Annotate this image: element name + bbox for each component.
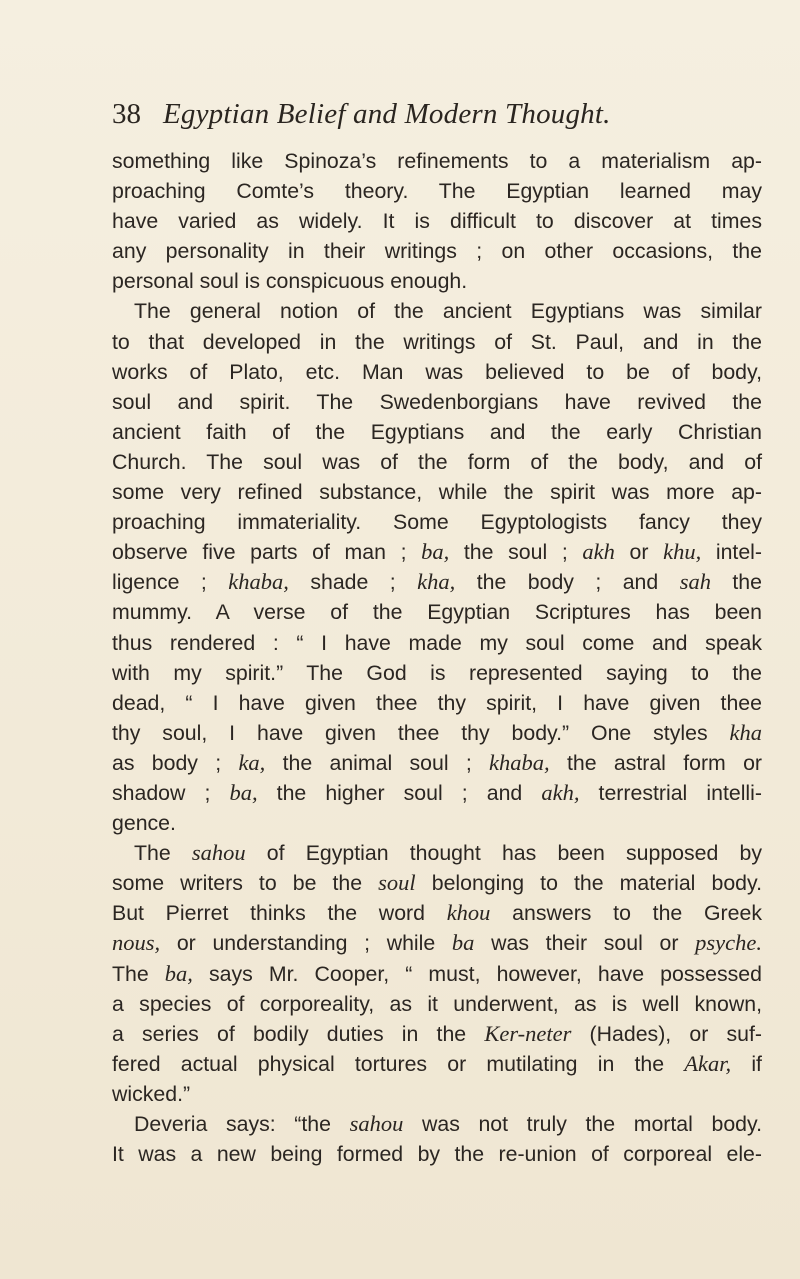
text-line: [112, 206, 762, 236]
text-segment: Church. The soul was of the form of the body, and of: [112, 449, 762, 474]
text-segment: some very refined substance, while the spirit was more ap-: [112, 480, 762, 505]
text-segment: terrestrial intelli-: [579, 780, 762, 805]
italic-term: ka,: [238, 749, 266, 775]
italic-term: Akar,: [684, 1050, 732, 1076]
text-segment: But Pierret thinks the word: [112, 901, 447, 926]
italic-term: psyche.: [695, 930, 762, 956]
text-line: [112, 176, 762, 206]
text-segment: observe five parts of man ;: [112, 540, 422, 565]
text-line: [112, 928, 762, 958]
text-line: [112, 597, 762, 627]
text-segment: gence.: [112, 811, 176, 836]
text-segment: ancient faith of the Egyptians and the early Christian: [112, 419, 762, 444]
text-line: [112, 507, 762, 537]
text-segment: to that developed in the writings of St. Paul, and in the: [112, 329, 762, 354]
text-segment: the higher soul ; and: [257, 780, 542, 805]
italic-term: sahou: [191, 840, 246, 866]
text-segment: the: [710, 570, 762, 595]
text-segment: with my spirit.” The God is represented saying to the: [112, 660, 762, 685]
text-segment: as body ;: [112, 750, 239, 775]
text-segment: soul and spirit. The Swedenborgians have revived the: [112, 389, 762, 414]
text-segment: The general notion of the ancient Egyptians was similar: [134, 299, 762, 324]
italic-term: khou: [446, 900, 491, 926]
italic-term: ba,: [229, 779, 258, 805]
text-segment: or: [614, 540, 664, 565]
text-segment: thy soul, I have given thee thy body.” One styles: [112, 720, 730, 745]
text-line: [112, 718, 762, 748]
text-line: [112, 778, 762, 808]
text-segment: proaching immateriality. Some Egyptologists fancy they: [112, 510, 762, 535]
text-line: [112, 1109, 762, 1139]
text-line: [112, 417, 762, 447]
text-line: [112, 1139, 762, 1169]
body-text: [112, 146, 762, 1169]
text-segment: the animal soul ;: [265, 750, 490, 775]
text-segment: a series of bodily duties in the: [112, 1021, 485, 1046]
italic-term: kha: [729, 719, 762, 745]
text-line: [112, 748, 762, 778]
italic-term: akh: [582, 539, 615, 565]
text-segment: says Mr. Cooper, “ must, however, have possessed: [192, 961, 762, 986]
italic-term: akh,: [541, 779, 580, 805]
text-segment: dead, “ I have given thee thy spirit, I have given thee: [112, 690, 762, 715]
text-segment: It was a new being formed by the re-union of corporeal ele-: [112, 1142, 762, 1167]
text-segment: The: [112, 961, 165, 986]
text-segment: works of Plato, etc. Man was believed to be of body,: [112, 359, 762, 384]
text-line: [112, 898, 762, 928]
text-line: [112, 537, 762, 567]
page-number: 38: [112, 98, 141, 130]
italic-term: ba,: [164, 960, 193, 986]
text-segment: any personality in their writings ; on other occasions, the: [112, 239, 762, 264]
text-line: [112, 357, 762, 387]
text-line: [112, 838, 762, 868]
text-segment: mummy. A verse of the Egyptian Scriptures has been: [112, 600, 762, 625]
running-title: Egyptian Belief and Modern Thought.: [163, 98, 611, 130]
text-segment: some writers to be the: [112, 871, 379, 896]
text-segment: was their soul or: [474, 931, 696, 956]
text-segment: a species of corporeality, as it underwent, as is well known,: [112, 991, 762, 1016]
text-segment: personal soul is conspicuous enough.: [112, 269, 468, 294]
text-segment: the soul ;: [449, 540, 583, 565]
text-segment: proaching Comte’s theory. The Egyptian learned may: [112, 179, 762, 204]
text-line: [112, 236, 762, 266]
italic-term: khu,: [663, 539, 702, 565]
text-line: [112, 1019, 762, 1049]
text-segment: The: [134, 841, 192, 866]
text-segment: was not truly the mortal body.: [403, 1112, 762, 1136]
text-segment: if: [731, 1051, 762, 1076]
italic-term: Ker-neter: [484, 1020, 572, 1046]
italic-term: khaba,: [228, 569, 289, 595]
text-segment: (Hades), or suf-: [571, 1021, 762, 1046]
italic-term: soul: [378, 870, 416, 896]
text-segment: the astral form or: [549, 750, 763, 775]
text-segment: intel-: [701, 540, 762, 565]
text-line: [112, 477, 762, 507]
italic-term: nous,: [112, 930, 161, 956]
text-segment: Deveria says: “the: [134, 1112, 350, 1136]
text-line: [112, 447, 762, 477]
text-segment: belonging to the material body.: [415, 871, 762, 896]
text-line: [112, 688, 762, 718]
italic-term: kha,: [417, 569, 456, 595]
text-line: [112, 808, 762, 838]
text-segment: of Egyptian thought has been supposed by: [245, 841, 762, 866]
page-header: [112, 98, 752, 138]
text-line: [112, 628, 762, 658]
italic-term: khaba,: [489, 749, 550, 775]
text-line: [112, 387, 762, 417]
text-line: [112, 959, 762, 989]
italic-term: ba,: [421, 539, 450, 565]
text-segment: shade ;: [288, 570, 418, 595]
text-line: [112, 567, 762, 597]
text-line: [112, 327, 762, 357]
text-segment: the body ; and: [455, 570, 680, 595]
text-line: [112, 146, 762, 176]
text-line: [112, 989, 762, 1019]
text-segment: fered actual physical tortures or mutilating in the: [112, 1051, 685, 1076]
text-segment: or understanding ; while: [160, 931, 452, 956]
text-line: [112, 658, 762, 688]
text-segment: something like Spinoza’s refinements to a materialism ap-: [112, 149, 762, 173]
text-segment: answers to the Greek: [490, 901, 762, 926]
italic-term: ba: [451, 930, 475, 956]
text-line: [112, 296, 762, 326]
text-segment: wicked.”: [112, 1081, 191, 1106]
text-segment: shadow ;: [112, 780, 230, 805]
text-line: [112, 1049, 762, 1079]
text-segment: thus rendered : “ I have made my soul come and speak: [112, 630, 762, 655]
text-segment: have varied as widely. It is difficult to discover at times: [112, 209, 762, 234]
text-line: [112, 266, 762, 296]
italic-term: sahou: [349, 1111, 404, 1136]
text-segment: ligence ;: [112, 570, 229, 595]
italic-term: sah: [679, 569, 711, 595]
text-line: [112, 1079, 762, 1109]
text-line: [112, 868, 762, 898]
